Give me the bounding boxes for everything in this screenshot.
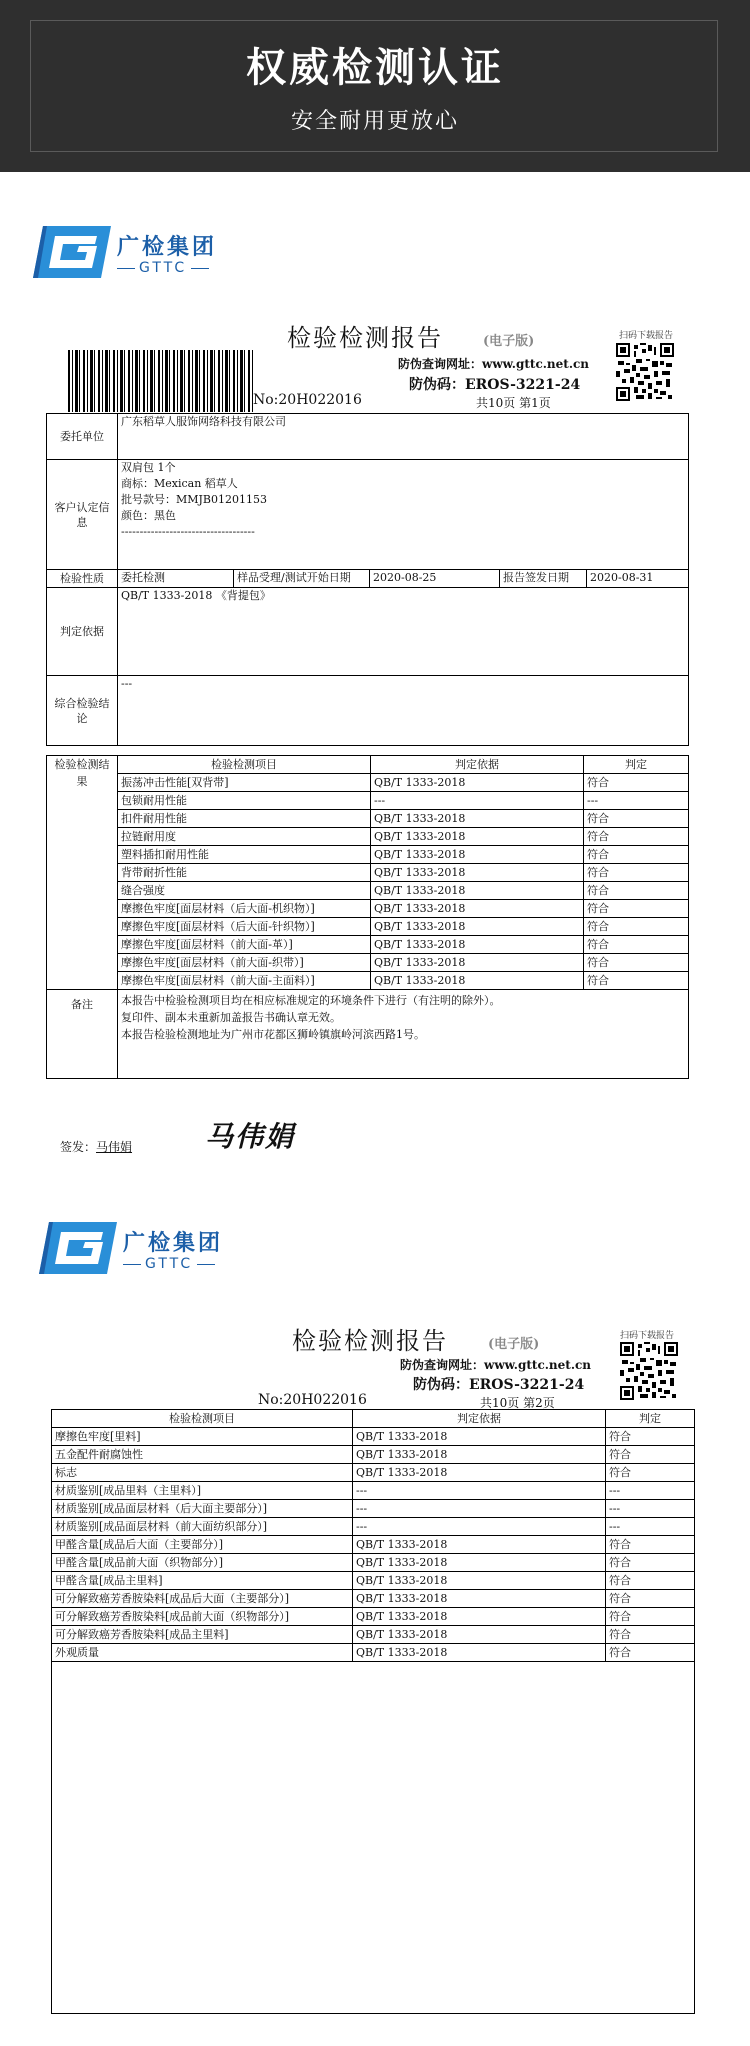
col-verdict-header: 判定 (584, 756, 689, 774)
row-verdict: 符合 (606, 1608, 695, 1626)
row-item: 外观质量 (52, 1644, 353, 1662)
row-item: 包锁耐用性能 (118, 792, 371, 810)
table-row (47, 774, 689, 792)
client-label: 委托单位 (47, 414, 118, 460)
row-verdict: 符合 (606, 1590, 695, 1608)
page-count: 共10页 第1页 (476, 396, 551, 410)
col-item-header: 检验检测项目 (52, 1410, 353, 1428)
row-basis: QB/T 1333-2018 (371, 846, 584, 864)
top-banner (0, 0, 750, 172)
table-row (52, 1428, 695, 1446)
gttc-logo-icon (33, 226, 111, 278)
table-row (52, 1554, 695, 1572)
row-verdict: 符合 (584, 936, 689, 954)
table-row (47, 792, 689, 810)
table-row (47, 846, 689, 864)
row-verdict: 符合 (584, 882, 689, 900)
row-basis: QB/T 1333-2018 (353, 1536, 606, 1554)
gttc-logo (33, 226, 233, 286)
results-table (46, 755, 689, 1079)
row-basis: QB/T 1333-2018 (371, 828, 584, 846)
sign-label: 签发： (60, 1140, 97, 1154)
row-item: 可分解致癌芳香胺染料[成品后大面（主要部分）] (52, 1590, 353, 1608)
sample-label: 客户认定信息 (47, 460, 118, 570)
row-item: 塑料插扣耐用性能 (118, 846, 371, 864)
table-row (47, 954, 689, 972)
row-basis: QB/T 1333-2018 (353, 1608, 606, 1626)
nature-value: 委托检测 (118, 570, 234, 588)
row-verdict: 符合 (584, 846, 689, 864)
col-basis-header: 判定依据 (353, 1410, 606, 1428)
handwritten-signature: 马伟娟 (205, 1120, 296, 1153)
row-basis: QB/T 1333-2018 (353, 1644, 606, 1662)
row-verdict: --- (606, 1482, 695, 1500)
remark-line: 本报告检验检测地址为广州市花都区狮岭镇旗岭河滨西路1号。 (121, 1028, 425, 1041)
row-item: 摩擦色牢度[面层材料（前大面-革）] (118, 936, 371, 954)
logo-en: GTTC (113, 260, 213, 276)
row-item: 材质鉴别[成品面层材料（后大面主要部分）] (52, 1500, 353, 1518)
sample-line: ------------------------------------ (121, 525, 255, 538)
row-basis: QB/T 1333-2018 (371, 954, 584, 972)
table-row (52, 1446, 695, 1464)
row-verdict: --- (606, 1518, 695, 1536)
basis-value: QB/T 1333-2018 《背提包》 (118, 588, 689, 676)
report-number: No:20H022016 (253, 392, 362, 408)
remark-label: 备注 (47, 990, 118, 1079)
issue-date: 2020-08-31 (587, 570, 689, 588)
row-item: 材质鉴别[成品里料（主里料）] (52, 1482, 353, 1500)
signer-name: 马伟娟 (96, 1140, 133, 1154)
report-number: No:20H022016 (258, 1392, 367, 1408)
row-item: 五金配件耐腐蚀性 (52, 1446, 353, 1464)
banner-title: 权威检测认证 (246, 45, 504, 91)
row-basis: QB/T 1333-2018 (371, 972, 584, 990)
row-item: 摩擦色牢度[里料] (52, 1428, 353, 1446)
row-basis: QB/T 1333-2018 (353, 1446, 606, 1464)
table-row (47, 936, 689, 954)
table-row (47, 882, 689, 900)
row-item: 甲醛含量[成品后大面（主要部分）] (52, 1536, 353, 1554)
row-basis: --- (371, 792, 584, 810)
row-verdict: 符合 (606, 1446, 695, 1464)
report-title: 检验检测报告 (287, 324, 443, 352)
row-basis: QB/T 1333-2018 (371, 882, 584, 900)
row-basis: QB/T 1333-2018 (353, 1590, 606, 1608)
table-row (52, 1536, 695, 1554)
row-verdict: 符合 (584, 864, 689, 882)
row-item: 缝合强度 (118, 882, 371, 900)
row-item: 摩擦色牢度[面层材料（前大面-织带）] (118, 954, 371, 972)
receive-date: 2020-08-25 (370, 570, 500, 588)
row-verdict: 符合 (584, 828, 689, 846)
row-item: 摩擦色牢度[面层材料（前大面-主面料）] (118, 972, 371, 990)
gttc-logo (39, 1222, 239, 1282)
remark-line: 复印件、副本未重新加盖报告书确认章无效。 (121, 1011, 341, 1024)
report-info-table (46, 413, 689, 746)
client-value: 广东稻草人服饰网络科技有限公司 (118, 414, 689, 460)
col-basis-header: 判定依据 (371, 756, 584, 774)
logo-en: GTTC (119, 1256, 219, 1272)
row-verdict: 符合 (584, 954, 689, 972)
row-item: 甲醛含量[成品主里料] (52, 1572, 353, 1590)
qr-code-icon (616, 343, 674, 401)
page-count: 共10页 第2页 (480, 1396, 555, 1410)
row-item: 拉链耐用度 (118, 828, 371, 846)
issue-label: 报告签发日期 (500, 570, 587, 588)
row-verdict: 符合 (584, 900, 689, 918)
row-basis: --- (353, 1518, 606, 1536)
table-row (52, 1518, 695, 1536)
row-verdict: 符合 (606, 1644, 695, 1662)
row-verdict: --- (606, 1500, 695, 1518)
basis-label: 判定依据 (47, 588, 118, 676)
row-basis: QB/T 1333-2018 (371, 810, 584, 828)
row-item: 材质鉴别[成品面层材料（前大面纺织部分）] (52, 1518, 353, 1536)
verify-site: 防伪查询网址：www.gttc.net.cn (398, 357, 590, 371)
row-item: 振荡冲击性能[双背带] (118, 774, 371, 792)
row-verdict: 符合 (606, 1626, 695, 1644)
row-verdict: 符合 (606, 1428, 695, 1446)
receive-label: 样品受理/测试开始日期 (234, 570, 370, 588)
signature-line (60, 1138, 132, 1155)
row-basis: QB/T 1333-2018 (371, 864, 584, 882)
table-row (52, 1464, 695, 1482)
row-basis: QB/T 1333-2018 (353, 1464, 606, 1482)
logo-cn: 广检集团 (123, 1231, 224, 1256)
row-item: 可分解致癌芳香胺染料[成品前大面（织物部分）] (52, 1608, 353, 1626)
row-basis: QB/T 1333-2018 (353, 1572, 606, 1590)
logo-cn: 广检集团 (117, 235, 218, 260)
row-item: 扣件耐用性能 (118, 810, 371, 828)
table-row (52, 1482, 695, 1500)
blank-area (52, 1662, 695, 2014)
row-basis: QB/T 1333-2018 (371, 900, 584, 918)
verify-code: 防伪码：EROS-3221-24 (409, 377, 581, 393)
sample-info (118, 460, 689, 570)
row-verdict: 符合 (584, 972, 689, 990)
verify-site: 防伪查询网址：www.gttc.net.cn (400, 1358, 592, 1372)
table-row (52, 1572, 695, 1590)
remark-line: 本报告中检验检测项目均在相应标准规定的环境条件下进行（有注明的除外）。 (121, 994, 501, 1007)
row-verdict: 符合 (606, 1554, 695, 1572)
qr-label: 扫码下载报告 (620, 1331, 675, 1341)
table-row (47, 900, 689, 918)
row-item: 可分解致癌芳香胺染料[成品主里料] (52, 1626, 353, 1644)
report-title: 检验检测报告 (292, 1327, 448, 1355)
row-verdict: 符合 (606, 1572, 695, 1590)
electronic-tag: (电子版) (488, 1337, 540, 1352)
conclusion-label: 综合检验结论 (47, 676, 118, 746)
qr-code-icon (620, 1342, 678, 1400)
row-verdict: 符合 (584, 810, 689, 828)
table-row (52, 1500, 695, 1518)
row-verdict: 符合 (584, 918, 689, 936)
blank-cell (52, 1662, 695, 2014)
table-row (47, 972, 689, 990)
table-row (47, 918, 689, 936)
row-basis: QB/T 1333-2018 (353, 1428, 606, 1446)
row-item: 标志 (52, 1464, 353, 1482)
row-basis: --- (353, 1500, 606, 1518)
row-verdict: 符合 (606, 1536, 695, 1554)
results-label: 检验检测结果 (47, 756, 118, 990)
nature-label: 检验性质 (47, 570, 118, 588)
col-verdict-header: 判定 (606, 1410, 695, 1428)
row-basis: QB/T 1333-2018 (353, 1554, 606, 1572)
col-item-header: 检验检测项目 (118, 756, 371, 774)
sample-line: 批号款号：MMJB01201153 (121, 493, 268, 506)
row-item: 背带耐折性能 (118, 864, 371, 882)
sample-line: 商标：Mexican 稻草人 (121, 477, 238, 490)
electronic-tag: (电子版) (483, 334, 535, 349)
row-item: 摩擦色牢度[面层材料（后大面-机织物）] (118, 900, 371, 918)
row-item: 摩擦色牢度[面层材料（后大面-针织物）] (118, 918, 371, 936)
row-basis: QB/T 1333-2018 (371, 774, 584, 792)
row-basis: QB/T 1333-2018 (353, 1626, 606, 1644)
row-item: 甲醛含量[成品前大面（织物部分）] (52, 1554, 353, 1572)
remarks (118, 990, 689, 1079)
sample-line: 颜色：黑色 (121, 509, 176, 522)
results-table-page2 (51, 1409, 695, 2014)
table-row (52, 1608, 695, 1626)
row-verdict: 符合 (584, 774, 689, 792)
barcode (68, 350, 253, 412)
table-row (52, 1626, 695, 1644)
row-verdict: 符合 (606, 1464, 695, 1482)
row-basis: --- (353, 1482, 606, 1500)
row-basis: QB/T 1333-2018 (371, 936, 584, 954)
sample-line: 双肩包 1个 (121, 461, 176, 474)
gttc-logo-icon (39, 1222, 117, 1274)
table-row (52, 1590, 695, 1608)
conclusion-value: --- (118, 676, 689, 746)
row-basis: QB/T 1333-2018 (371, 918, 584, 936)
row-verdict: --- (584, 792, 689, 810)
table-row (47, 810, 689, 828)
table-row (47, 828, 689, 846)
qr-label: 扫码下载报告 (619, 331, 674, 341)
banner-subtitle: 安全耐用更放心 (290, 109, 459, 134)
verify-code: 防伪码：EROS-3221-24 (413, 1377, 585, 1393)
table-row (52, 1644, 695, 1662)
table-row (47, 864, 689, 882)
